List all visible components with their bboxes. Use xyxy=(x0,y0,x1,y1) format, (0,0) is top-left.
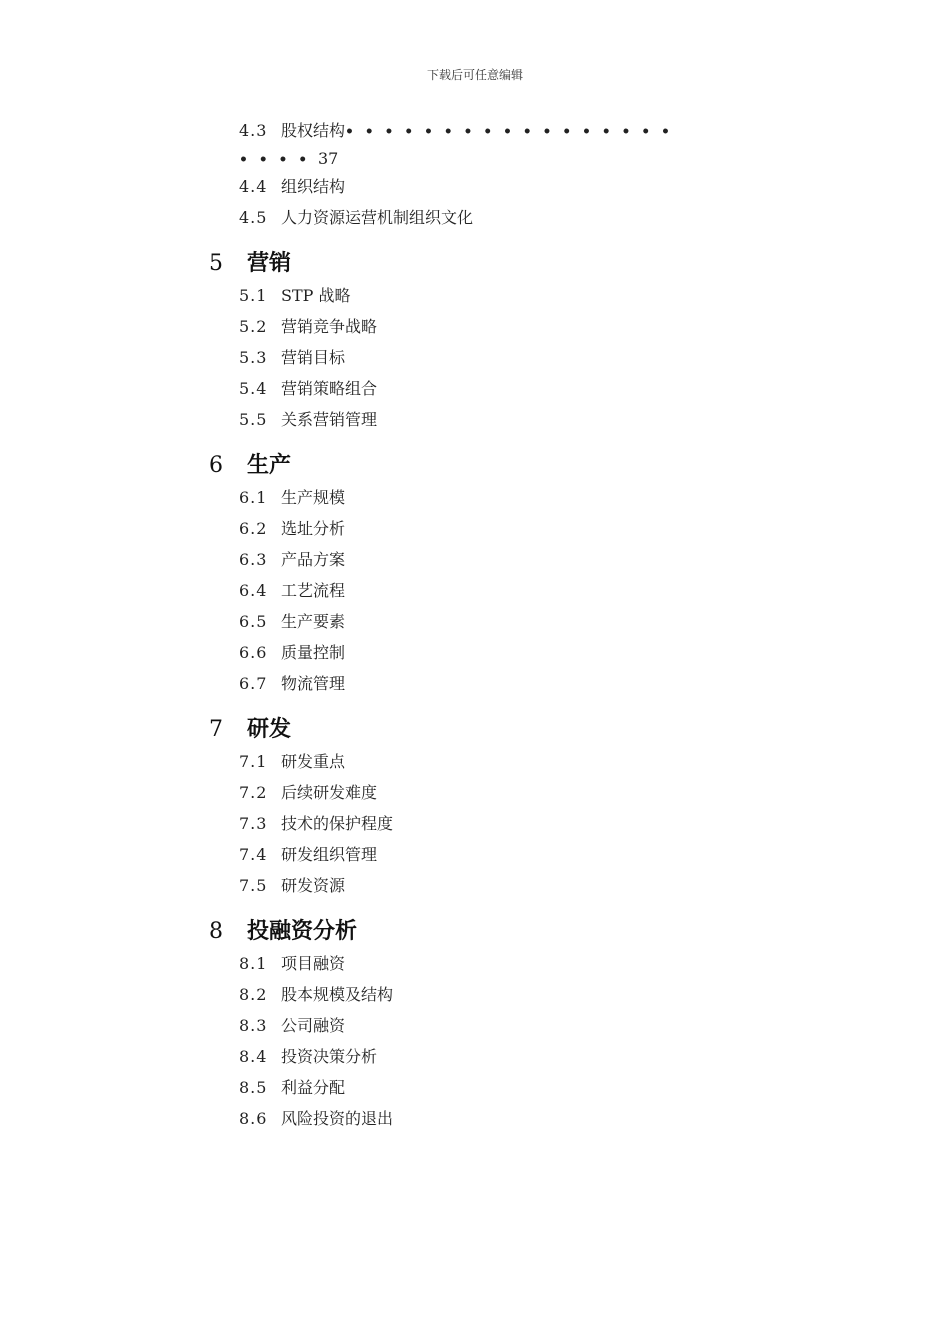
toc-entry-title: 工艺流程 xyxy=(281,581,346,600)
toc-entry-number: 6.7 xyxy=(239,674,268,693)
toc-entry-title: 利益分配 xyxy=(281,1078,346,1097)
chapter-title: 研发 xyxy=(247,716,292,742)
toc-entry-5-1[interactable] xyxy=(239,283,950,314)
toc-entry-6-6[interactable] xyxy=(239,640,950,671)
toc-entry-number: 6.1 xyxy=(239,488,268,507)
toc-entry-title: 股本规模及结构 xyxy=(281,985,394,1004)
toc-entry-title: 投资决策分析 xyxy=(281,1047,378,1066)
toc-entry-6-2[interactable] xyxy=(239,516,950,547)
chapter-title: 营销 xyxy=(247,250,292,276)
toc-entry-number: 5.1 xyxy=(239,286,268,305)
toc-entry-number: 7.4 xyxy=(239,845,268,864)
toc-entry-5-3[interactable] xyxy=(239,345,950,376)
toc-entry-5-5[interactable] xyxy=(239,407,950,438)
chapter-number: 5 xyxy=(209,251,223,276)
chapter-heading-5[interactable] xyxy=(209,246,950,280)
toc-leader-dots: •••• xyxy=(239,152,318,168)
toc-entry-title: 人力资源运营机制组织文化 xyxy=(281,208,474,227)
toc-entry-number: 5.4 xyxy=(239,379,268,398)
toc-entry-8-4[interactable] xyxy=(239,1044,950,1075)
toc-entry-title: 选址分析 xyxy=(281,519,346,538)
toc-entry-title: 关系营销管理 xyxy=(281,410,378,429)
toc-entry-6-3[interactable] xyxy=(239,547,950,578)
toc-entry-6-5[interactable] xyxy=(239,609,950,640)
toc-entry-number: 4.5 xyxy=(239,208,268,227)
chapter-heading-7[interactable] xyxy=(209,712,950,746)
toc-entry-6-1[interactable] xyxy=(239,485,950,516)
toc-entry-number: 8.4 xyxy=(239,1047,268,1066)
chapter-title: 生产 xyxy=(247,452,292,478)
chapter-title: 投融资分析 xyxy=(247,918,358,944)
toc-entry-number: 8.2 xyxy=(239,985,268,1004)
toc-entry-title: 物流管理 xyxy=(281,674,346,693)
toc-entry-number: 4.3 xyxy=(239,121,268,140)
toc-entry-title: 营销策略组合 xyxy=(281,379,378,398)
chapter-number: 8 xyxy=(209,919,223,944)
toc-entry-number: 5.5 xyxy=(239,410,268,429)
toc-entry-7-3[interactable] xyxy=(239,811,950,842)
toc-entry-title: 股权结构 xyxy=(281,121,346,140)
chapter-number: 7 xyxy=(209,717,223,742)
toc-leader-dots: ••••••••••••••••• xyxy=(345,124,681,140)
toc-entry-number: 6.5 xyxy=(239,612,268,631)
toc-entry-4-4[interactable] xyxy=(239,174,950,205)
chapter-heading-6[interactable] xyxy=(209,448,950,482)
toc-entry-title: 组织结构 xyxy=(281,177,346,196)
toc-entry-number: 5.3 xyxy=(239,348,268,367)
toc-entry-title: 研发组织管理 xyxy=(281,845,378,864)
toc-entry-number: 8.3 xyxy=(239,1016,268,1035)
toc-entry-title: 后续研发难度 xyxy=(281,783,378,802)
toc-entry-title: 研发资源 xyxy=(281,876,346,895)
toc-page-number: 37 xyxy=(318,149,339,168)
toc-entry-5-2[interactable] xyxy=(239,314,950,345)
toc-entry-number: 7.2 xyxy=(239,783,268,802)
toc-entry-title: STP 战略 xyxy=(281,286,351,305)
toc-entry-number: 7.1 xyxy=(239,752,268,771)
toc-entry-number: 5.2 xyxy=(239,317,268,336)
toc-entry-title: 生产规模 xyxy=(281,488,346,507)
toc-entry-7-5[interactable] xyxy=(239,873,950,904)
toc-entry-title: 营销目标 xyxy=(281,348,346,367)
toc-entry-title: 产品方案 xyxy=(281,550,346,569)
toc-entry-number: 6.4 xyxy=(239,581,268,600)
toc-entry-7-2[interactable] xyxy=(239,780,950,811)
toc-entry-title: 生产要素 xyxy=(281,612,346,631)
chapter-number: 6 xyxy=(209,453,223,478)
toc-entry-title: 质量控制 xyxy=(281,643,346,662)
toc-entry-title: 项目融资 xyxy=(281,954,346,973)
toc-entry-title: 公司融资 xyxy=(281,1016,346,1035)
toc-entry-title: 营销竞争战略 xyxy=(281,317,378,336)
toc-entry-number: 8.1 xyxy=(239,954,268,973)
toc-entry-title: 技术的保护程度 xyxy=(281,814,394,833)
toc-entry-8-5[interactable] xyxy=(239,1075,950,1106)
toc-entry-4-3[interactable] xyxy=(239,118,950,174)
toc-entry-8-1[interactable] xyxy=(239,951,950,982)
table-of-contents xyxy=(0,118,950,1137)
toc-entry-6-7[interactable] xyxy=(239,671,950,702)
toc-entry-title: 风险投资的退出 xyxy=(281,1109,394,1128)
page-header: 下载后可任意编辑 xyxy=(426,68,523,82)
toc-entry-number: 7.5 xyxy=(239,876,268,895)
toc-entry-number: 8.6 xyxy=(239,1109,268,1128)
toc-entry-title: 研发重点 xyxy=(281,752,346,771)
toc-entry-number: 7.3 xyxy=(239,814,268,833)
toc-entry-number: 6.3 xyxy=(239,550,268,569)
toc-entry-8-3[interactable] xyxy=(239,1013,950,1044)
chapter-heading-8[interactable] xyxy=(209,914,950,948)
toc-entry-8-6[interactable] xyxy=(239,1106,950,1137)
toc-entry-7-1[interactable] xyxy=(239,749,950,780)
toc-entry-8-2[interactable] xyxy=(239,982,950,1013)
toc-entry-number: 6.2 xyxy=(239,519,268,538)
toc-entry-number: 4.4 xyxy=(239,177,268,196)
toc-entry-number: 8.5 xyxy=(239,1078,268,1097)
toc-entry-7-4[interactable] xyxy=(239,842,950,873)
toc-entry-4-5[interactable] xyxy=(239,205,950,236)
toc-entry-5-4[interactable] xyxy=(239,376,950,407)
toc-entry-6-4[interactable] xyxy=(239,578,950,609)
toc-entry-number: 6.6 xyxy=(239,643,268,662)
